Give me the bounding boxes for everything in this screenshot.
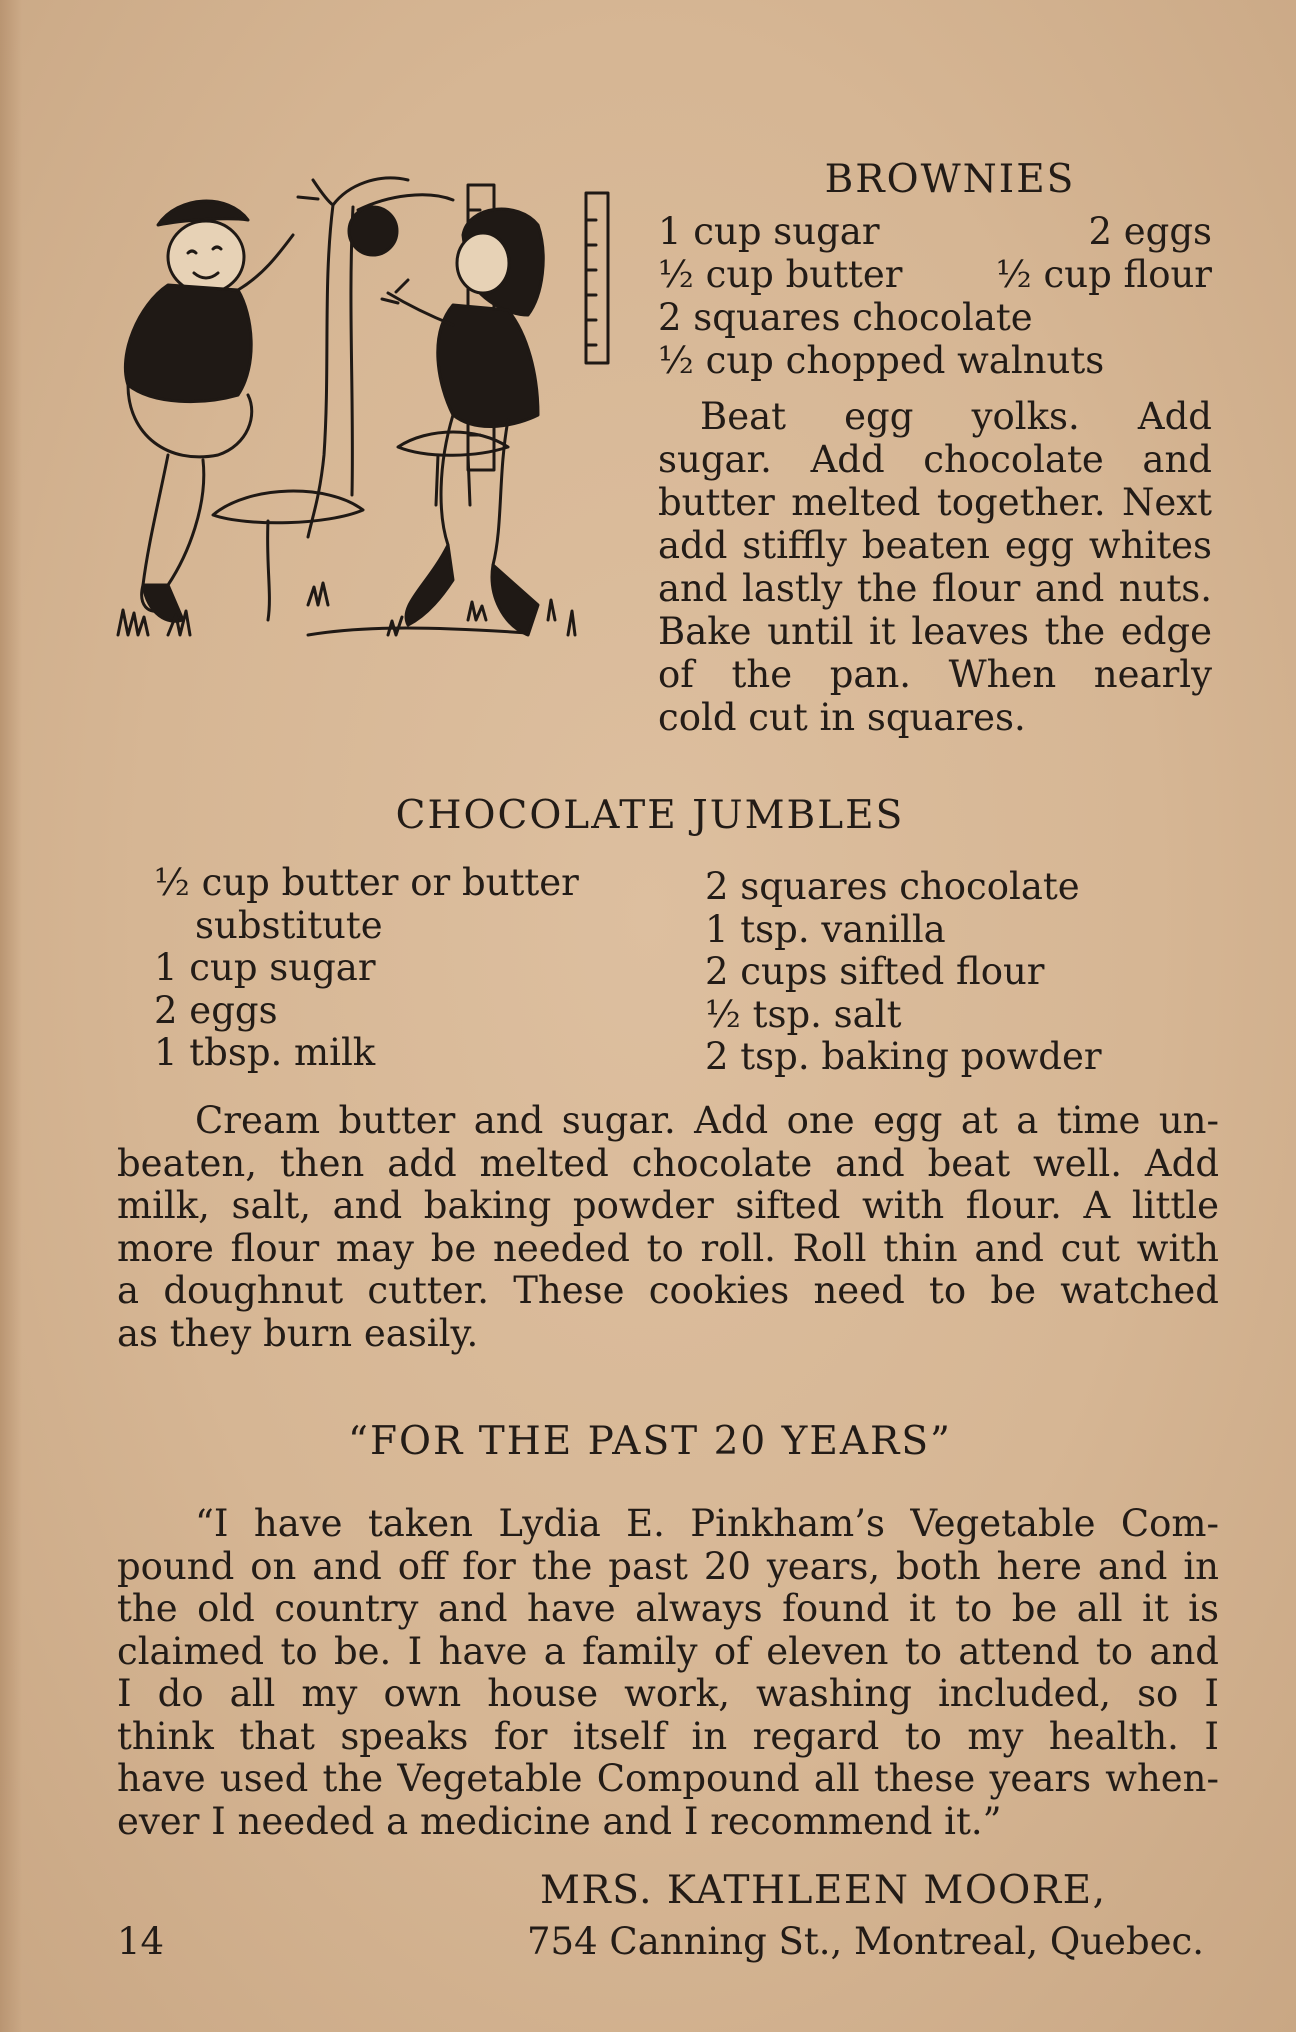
method-line: add stiffly beaten egg whites [658,524,1212,567]
brownies-title: BROWNIES [824,157,1076,202]
method-line: Beat egg yolks. Add [700,395,1212,438]
ingredient-butter: ½ cup butter [658,253,903,296]
method-line: milk, salt, and baking powder sifted with flour. A little [117,1184,1219,1227]
ingredient-chocolate: 2 squares chocolate [658,296,1033,339]
testimonial-line: ever I needed a medicine and I recommend it.” [117,1799,1002,1843]
brownies-method [658,395,1212,739]
testimonial-line: have used the Vegetable Compound all these years when- [117,1757,1219,1800]
testimonial-line: claimed to be. I have a family of eleven to attend to and [117,1629,1219,1673]
method-line: as they burn easily. [117,1311,479,1355]
ingredient-sugar: 1 cup sugar [658,210,880,253]
signature-address: 754 Canning St., Montreal, Quebec. [527,1920,1205,1963]
method-line: butter melted together. Next [658,481,1212,524]
ingredient-item: substitute [195,903,383,947]
jumbles-title: CHOCOLATE JUMBLES [395,793,905,838]
ingredient-item: 2 cups sifted flour [705,950,1045,993]
testimonial-line: “I have taken Lydia E. Pinkham’s Vegetable Com- [195,1502,1219,1545]
testimonial-line: I do all my own house work, washing included, so I [117,1672,1219,1715]
children-illustration [108,165,648,755]
ingredient-eggs: 2 eggs [1088,210,1212,253]
testimonial-body [117,1503,1219,1843]
testimonial-title: “FOR THE PAST 20 YEARS” [348,1419,952,1464]
testimonial-line: pound on and off for the past 20 years, both here and in [117,1544,1219,1588]
method-line: a doughnut cutter. These cookies need to be watched [117,1269,1219,1312]
ingredient-item: ½ tsp. salt [705,992,902,1036]
ingredient-item: ½ cup butter or butter [154,861,579,904]
method-line: Bake until it leaves the edge [658,610,1212,653]
signature-name: MRS. KATHLEEN MOORE, [540,1868,1107,1913]
brownies-ingredient-row [658,253,1212,296]
testimonial-line: think that speaks for itself in regard to my health. I [117,1714,1219,1758]
method-line: beaten, then add melted chocolate and beat well. Add [117,1141,1219,1185]
ingredient-item: 1 cup sugar [154,946,376,989]
ingredient-flour: ½ cup flour [995,253,1212,296]
jumbles-method [117,1100,1219,1355]
method-line: cold cut in squares. [658,696,1026,739]
method-line: more flour may be needed to roll. Roll thin and cut with [117,1226,1219,1270]
method-line: of the pan. When nearly [658,653,1212,696]
brownies-ingredient-row [658,210,1212,253]
ingredient-item: 2 tsp. baking powder [705,1035,1102,1078]
page-number: 14 [117,1920,165,1963]
ingredient-walnuts: ½ cup chopped walnuts [658,339,1105,382]
method-line: sugar. Add chocolate and [658,438,1212,481]
ingredient-item: 1 tbsp. milk [154,1031,376,1074]
method-line: Cream butter and sugar. Add one egg at a time un- [195,1099,1219,1142]
ingredient-item: 1 tsp. vanilla [705,907,946,951]
ingredient-item: 2 squares chocolate [705,865,1080,908]
testimonial-line: the old country and have always found it to be all it is [117,1587,1219,1630]
jumbles-ingredients-left [154,862,579,1075]
ingredient-item: 2 eggs [154,988,278,1032]
jumbles-ingredients-right [705,866,1102,1079]
method-line: and lastly the flour and nuts. [658,567,1212,610]
